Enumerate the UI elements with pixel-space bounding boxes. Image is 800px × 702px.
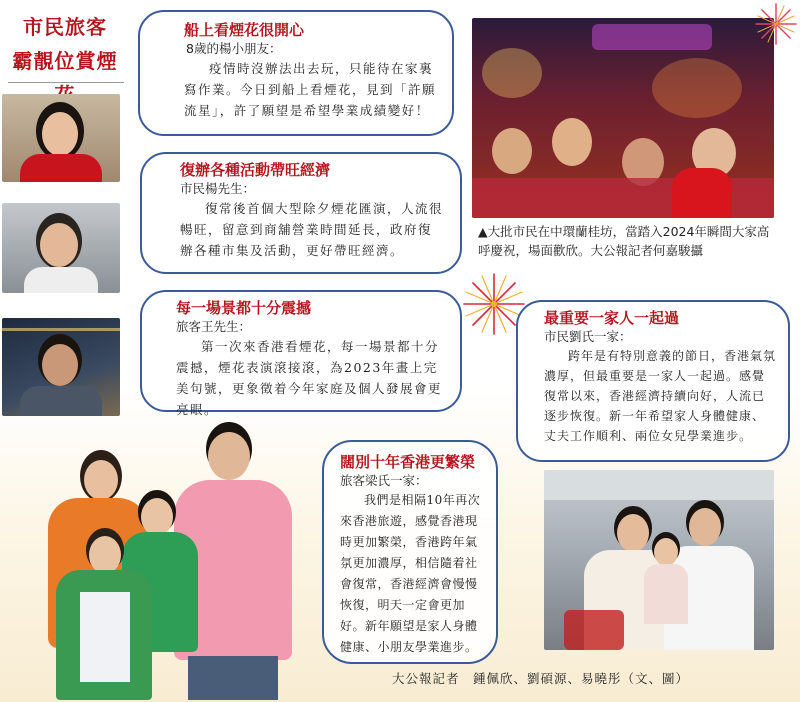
story-speaker: 市民劉氏一家：	[544, 329, 632, 344]
story-heading: 最重要一家人一起過	[544, 309, 680, 327]
story-quote: 我們是相隔10年再次來香港旅遊，感覺香港現時更加繁榮，香港跨年氣氛更加濃厚，相信隨着社會復常，香港經濟會慢慢恢復，明天一定會更加好。新年願望是家人身體健康、小朋友學業進步。	[340, 493, 481, 654]
story-speaker: 旅客梁氏一家：	[340, 473, 428, 488]
story-bubble-5	[322, 440, 498, 664]
photo-girl	[2, 94, 120, 182]
photo-man-yang	[2, 203, 120, 293]
story-bubble-2	[140, 152, 462, 274]
photo-lau-family	[544, 470, 774, 650]
story-bubble-3	[140, 290, 462, 417]
story-speaker: 旅客王先生：	[176, 319, 252, 334]
photo-lan-kwai-fong-crowd	[472, 18, 774, 218]
page-title: 市民旅客 霸靚位賞煙	[12, 15, 118, 73]
story-bubble-4	[516, 300, 790, 462]
title-divider	[8, 82, 124, 83]
firework-decoration-top	[752, 0, 800, 48]
story-quote: 跨年是有特別意義的節日，香港氣氛濃厚，但最重要是一家人一起過。感覺復常以來，香港經濟持續向好，人流已逐步恢復。新一年希望家人身體健康、丈夫工作順利、兩位女兒學業進步。	[544, 349, 777, 443]
story-heading: 闊別十年香港更繁榮	[340, 453, 476, 471]
story-heading: 每一場景都十分震撼	[176, 299, 312, 317]
reporter-credit: 大公報記者 鍾佩欣、劉碩源、易曉彤（文、圖）	[392, 671, 690, 686]
story-quote: 復常後首個大型除夕煙花匯演，人流很暢旺，留意到商舖營業時間延長，政府復辦各種市集及活動，更好帶旺經濟。	[180, 201, 444, 258]
story-speaker: 8歲的楊小朋友：	[186, 41, 282, 56]
photo-leung-family	[8, 420, 308, 700]
photo-man-wang	[2, 318, 120, 416]
story-quote: 疫情時沒辦法出去玩，只能待在家裏寫作業。今日到船上看煙花，見到「許願流星」，許了願望是希望學業成績變好！	[184, 61, 437, 118]
photo-caption: ▲大批市民在中環蘭桂坊，當踏入2024年瞬間大家高呼慶祝，場面歡欣。大公報記者何嘉駿攝	[478, 224, 770, 258]
story-speaker: 市民楊先生：	[180, 181, 256, 196]
story-bubble-1	[138, 10, 454, 136]
story-heading: 船上看煙花很開心	[184, 21, 305, 39]
story-quote: 第一次來香港看煙花，每一場景都十分震撼，煙花表演滾接滾，為2023年畫上完美句號，更象徵着今年家庭及個人發展會更亮眼。	[176, 339, 443, 417]
story-heading: 復辦各種活動帶旺經濟	[180, 161, 331, 179]
